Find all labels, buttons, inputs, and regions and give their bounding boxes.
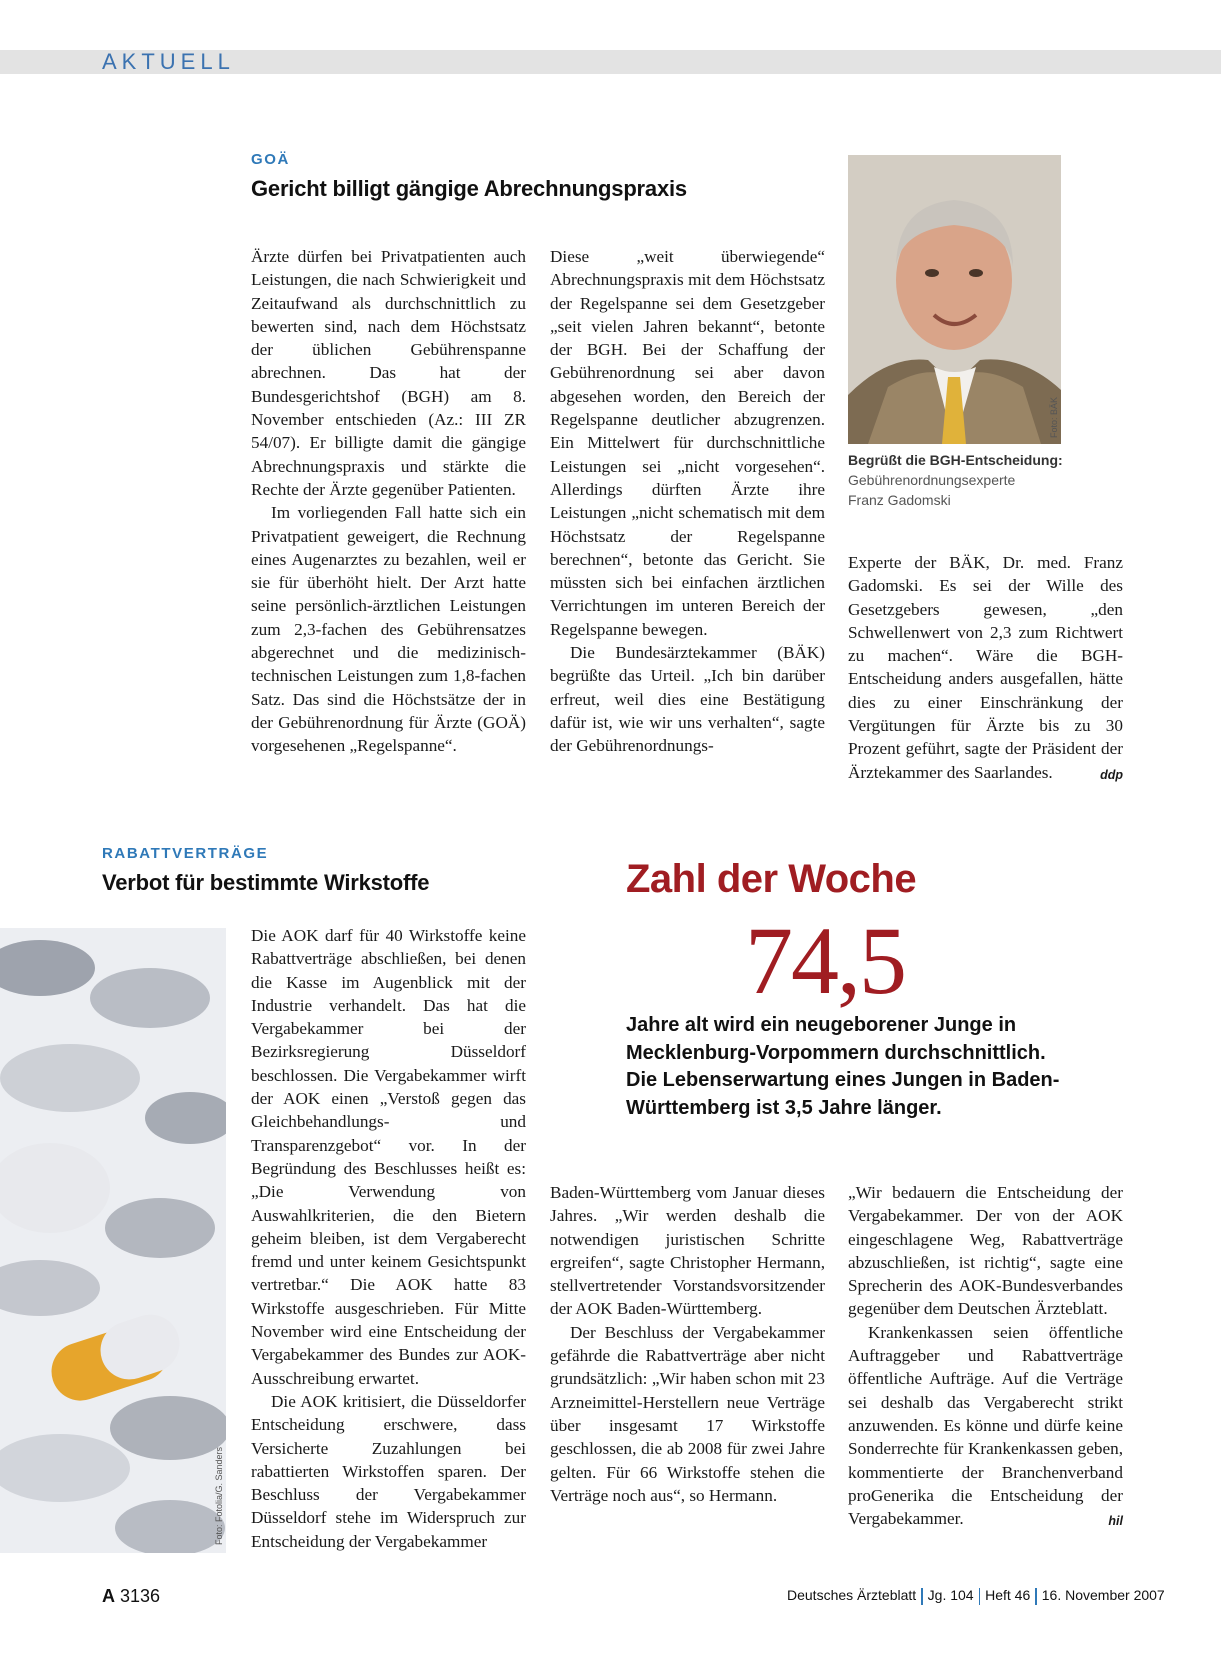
paragraph: „Wir bedauern die Entscheidung der Vergabekammer. Der von der AOK eingeschlagene Weg, Rabattverträge abzuschließen, ist richtig“, sagte eine Sprecherin des AOK-Bundesverbandes gegenüber dem Deutschen Ärzteblatt. <box>848 1183 1123 1319</box>
paragraph: Baden-Württemberg vom Januar dieses Jahres. „Wir werden deshalb die notwendigen juristischen Schritte ergreifen“, sagte Christopher Hermann, stellvertretender Vorstandsvorsitzender der AOK Baden-Württemberg. <box>550 1183 825 1319</box>
paragraph-text: Krankenkassen seien öffentliche Auftraggeber und Rabattverträge öffentliche Aufträge. Auf die Verträge sei deshalb das Vergaberecht strikt anzuwenden. Es könne und dürfe keine Sonderrechte für Krankenkassen geben, kommentierte der Branchenverband proGenerika die Entscheidung der Vergabekammer. <box>848 1322 1123 1529</box>
pills-photo <box>0 928 226 1553</box>
paragraph: Die AOK kritisiert, die Düsseldorfer Entscheidung erschwere, dass Versicherte Zuzahlungen bei rabattierten Wirkstoffen sparen. Der Beschluss der Vergabekammer Düsseldorf stehe im Widerspruch zur Entscheidung der Vergabekammer <box>251 1391 526 1551</box>
pills-illustration <box>0 928 226 1553</box>
page-number-value: 3136 <box>120 1586 161 1606</box>
article2-column-1 <box>251 924 526 1553</box>
journal-volume: Jg. 104 <box>927 1587 974 1603</box>
paragraph <box>848 1321 1123 1531</box>
article2-column-2 <box>550 1181 825 1507</box>
portrait-illustration <box>848 155 1061 444</box>
portrait-photo <box>848 155 1061 444</box>
journal-date: 16. November 2007 <box>1041 1587 1165 1603</box>
article1-headline: Gericht billigt gängige Abrechnungspraxis <box>251 176 687 201</box>
article2-headline: Verbot für bestimmte Wirkstoffe <box>102 870 430 895</box>
zahl-der-woche-title: Zahl der Woche <box>626 857 917 901</box>
journal-issue: Heft 46 <box>985 1587 1031 1603</box>
article1-kicker: GOÄ <box>251 151 290 168</box>
separator <box>1035 1588 1037 1605</box>
paragraph-text: Experte der BÄK, Dr. med. Franz Gadomski. Es sei der Wille des Gesetzgebers gewesen, „den Schwellenwert von 2,3 zum Richtwert zu machen“. Wäre die BGH-Entscheidung anders ausgefallen, hätte dies zu einer Einschränkung der Vergütungen für Ärzte bis zu 30 Prozent geführt, sagte der Präsident der Ärztekammer des Saarlandes. <box>848 553 1123 782</box>
section-label: AKTUELL <box>102 49 235 74</box>
paragraph: Diese „weit überwiegende“ Abrechnungspraxis mit dem Höchstsatz der Regelspanne sei dem Gesetzgeber „seit vielen Jahren bekannt“, betonte der BGH. Bei der Schaffung der Gebührenordnung sei aber davon abgesehen worden, den Bereich der Regelspanne deutlicher abzugrenzen. Ein Mittelwert für durchschnittliche Leistungen sei „nicht vorgesehen“. Allerdings dürften Ärzte ihre Leistungen „nicht schematisch mit dem Höchstsatz der Regelspanne berechnen“, betonte das Gericht. Sie müssten sich bei einfachen ärztlichen Verrichtungen im unteren Bereich der Regelspanne bewegen. <box>550 247 825 639</box>
article1-column-3 <box>848 551 1123 787</box>
paragraph: Die AOK darf für 40 Wirkstoffe keine Rabattverträge abschließen, bei denen die Kasse im Augenblick mit der Industrie verhandelt. Das hat die Vergabekammer bei der Bezirksregierung Düsseldorf beschlossen. Die Vergabekammer wirft der AOK einen „Verstoß gegen das Gleichbehandlungs- und Transparenzgebot“ vor. In der Begründung des Beschlusses heißt es: „Die Verwendung von Auswahlkriterien, die den Bietern geheim bleiben, ist dem Vergaberecht fremd und unter keinem Gesichtspunkt vertretbar.“ Die AOK hatte 83 Wirkstoffe ausgeschrieben. Für Mitte November wird eine Entscheidung der Vergabekammer des Bundes zur AOK-Ausschreibung erwartet. <box>251 926 526 1388</box>
caption-line: Gebührenordnungsexperte <box>848 472 1016 488</box>
separator <box>921 1588 923 1605</box>
article2-column-3 <box>848 1181 1123 1533</box>
author-signature: ddp <box>1100 767 1123 782</box>
photo-caption <box>848 450 1078 510</box>
article2-kicker: RABATTVERTRÄGE <box>102 845 269 862</box>
zahl-der-woche-text: Jahre alt wird ein neugeborener Junge in Mecklenburg-Vorpommern durchschnittlich. Die Lebenserwartung eines Jungen in Baden-Württemberg ist 3,5 Jahre länger. <box>626 1014 1060 1119</box>
photo-credit: Foto: Fotolia/G. Sanders <box>214 1446 224 1545</box>
separator <box>979 1588 981 1605</box>
paragraph <box>848 551 1123 784</box>
page-prefix: A <box>102 1586 115 1606</box>
article1-column-2 <box>550 245 825 758</box>
author-signature: hil <box>1108 1514 1123 1529</box>
paragraph: Ärzte dürfen bei Privatpatienten auch Leistungen, die nach Schwierigkeit und Zeitaufwand als durchschnittlich zu bewerten sind, nach dem Höchstsatz der üblichen Gebührenspanne abrechnen. Das hat der Bundesgerichtshof (BGH) am 8. November entschieden (Az.: III ZR 54/07). Er billigte damit die gängige Abrechnungspraxis und stärkte die Rechte der Ärzte gegenüber Patienten. <box>251 247 526 499</box>
zahl-der-woche-number: 74,5 <box>745 907 905 1014</box>
article1-column-1 <box>251 245 526 758</box>
journal-info <box>787 1587 1165 1605</box>
page-number <box>102 1586 160 1607</box>
paragraph: Im vorliegenden Fall hatte sich ein Privatpatient geweigert, die Rechnung eines Augenarztes zu bezahlen, weil er sie für überhöht hielt. Der Arzt hatte seine persönlich-ärztlichen Leistungen zum 2,3-fachen des Gebührensatzes abgerechnet und die medizinisch-technischen Leistungen zum 1,8-fachen Satz. Das sind die Höchstsätze der in der Gebührenordnung für Ärzte (GOÄ) vorgesehenen „Regelspanne“. <box>251 503 526 756</box>
photo-credit: Foto: BÄK <box>1049 396 1059 438</box>
paragraph: Die Bundesärztekammer (BÄK) begrüßte das Urteil. „Ich bin darüber erfreut, weil dies eine Bestätigung dafür ist, wie wir uns verhalten“, sagte der Gebührenordnungs- <box>550 643 825 756</box>
caption-title: Begrüßt die BGH-Entscheidung: <box>848 452 1063 468</box>
journal-name: Deutsches Ärzteblatt <box>787 1587 917 1603</box>
caption-line: Franz Gadomski <box>848 492 951 508</box>
paragraph: Der Beschluss der Vergabekammer gefährde die Rabattverträge aber nicht grundsätzlich: „Wir haben schon mit 23 Arzneimittel-Herstellern neue Verträge über insgesamt 17 Wirkstoffe geschlossen, die ab 2008 für zwei Jahre gelten. Für 66 Wirkstoffe stehen die Verträge noch aus“, so Hermann. <box>550 1322 825 1505</box>
